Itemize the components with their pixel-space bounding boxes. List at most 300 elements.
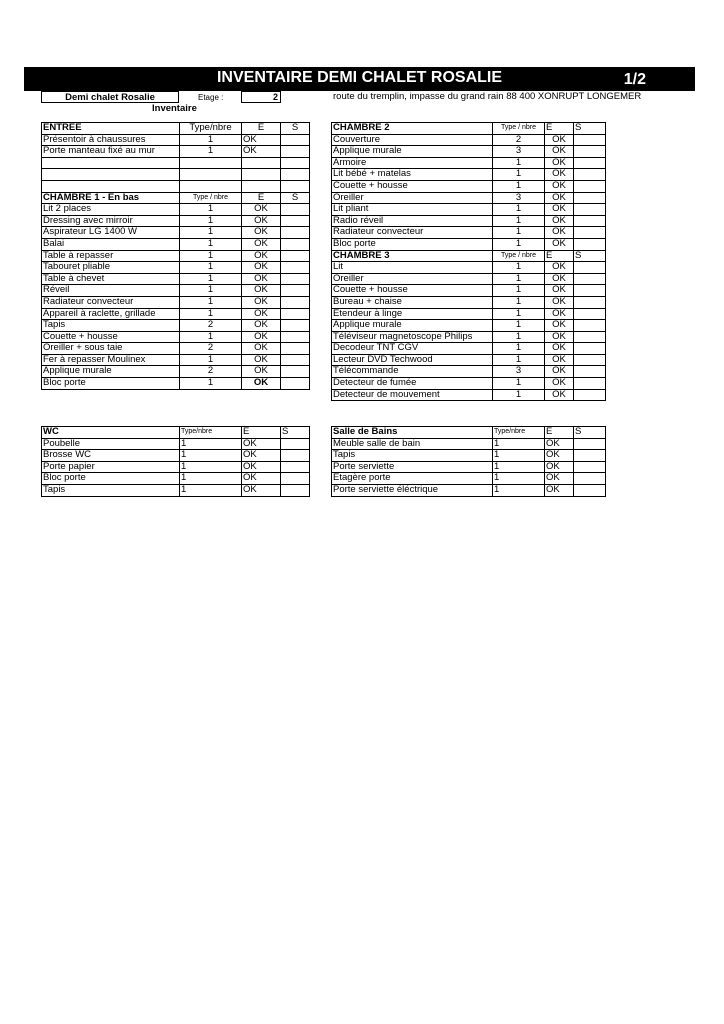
item-state-s (281, 354, 310, 366)
table-row (42, 366, 310, 378)
table-right (331, 122, 606, 401)
item-state-s (281, 308, 310, 320)
item-name: Armoire (332, 157, 493, 169)
item-state-s (281, 378, 310, 390)
table-row (332, 169, 606, 181)
item-quantity: 3 (493, 192, 545, 204)
item-name: Detecteur de fumée (332, 378, 493, 390)
item-state-s (281, 169, 310, 181)
table-row (42, 296, 310, 308)
item-state-e: OK (545, 227, 574, 239)
sdb-section (332, 427, 606, 497)
item-state-s (281, 285, 310, 297)
item-state-s (281, 262, 310, 274)
item-state-s (281, 320, 310, 332)
item-quantity: 1 (493, 450, 545, 462)
item-name: Balai (42, 238, 180, 250)
col-header-type: Type/nbre (180, 427, 242, 439)
item-state-e: OK (545, 215, 574, 227)
item-state-s (281, 146, 310, 158)
section-title: Salle de Bains (332, 427, 493, 439)
item-name: Etendeur à linge (332, 308, 493, 320)
col-header-s: S (574, 427, 606, 439)
item-quantity: 1 (493, 320, 545, 332)
item-quantity: 1 (493, 157, 545, 169)
item-quantity: 1 (493, 438, 545, 450)
item-name: Présentoir à chaussures (42, 134, 180, 146)
item-state-e: OK (545, 366, 574, 378)
section-title: WC (42, 427, 180, 439)
item-name (42, 180, 180, 192)
item-quantity: 1 (180, 204, 242, 216)
item-state-s (281, 180, 310, 192)
item-state-e: OK (242, 250, 281, 262)
table-row (332, 450, 606, 462)
table-row (42, 354, 310, 366)
table-row (332, 146, 606, 158)
item-state-s (574, 157, 606, 169)
item-quantity: 1 (493, 262, 545, 274)
item-name: Lit pliant (332, 204, 493, 216)
item-state-s (574, 320, 606, 332)
item-name: Couette + housse (332, 285, 493, 297)
table-row (42, 438, 310, 450)
item-quantity: 2 (180, 366, 242, 378)
item-state-s (574, 308, 606, 320)
item-name: Réveil (42, 285, 180, 297)
item-state-e: OK (242, 134, 281, 146)
item-name: Téléviseur magnetoscope Philips (332, 331, 493, 343)
section-title: CHAMBRE 3 (332, 250, 493, 262)
table-row (42, 262, 310, 274)
item-name: Radiateur convecteur (42, 296, 180, 308)
item-quantity: 1 (180, 285, 242, 297)
table-row (42, 320, 310, 332)
item-quantity: 1 (493, 331, 545, 343)
item-name: Radiateur convecteur (332, 227, 493, 239)
item-quantity: 1 (493, 238, 545, 250)
item-name: Detecteur de mouvement (332, 389, 493, 401)
table-row (42, 484, 310, 496)
chalet-name-box (41, 91, 179, 103)
col-header-type: Type/nbre (180, 123, 242, 135)
item-state-s (574, 331, 606, 343)
address: route du tremplin, impasse du grand rain 88 400 XONRUPT LONGEMER (333, 91, 642, 102)
item-state-e: OK (545, 204, 574, 216)
item-state-e: OK (545, 262, 574, 274)
col-header-type: Type / nbre (493, 123, 545, 135)
item-state-s (574, 473, 606, 485)
item-name: Tapis (332, 450, 493, 462)
item-state-e: OK (545, 308, 574, 320)
item-quantity: 1 (493, 285, 545, 297)
item-name: Lit (332, 262, 493, 274)
item-state-e: OK (545, 438, 574, 450)
item-name: Brosse WC (42, 450, 180, 462)
item-state-e: OK (545, 146, 574, 158)
col-header-e: E (242, 192, 281, 204)
item-name: Radio réveil (332, 215, 493, 227)
item-state-e: OK (545, 192, 574, 204)
table-row (332, 461, 606, 473)
item-state-e: OK (242, 273, 281, 285)
item-quantity: 1 (180, 450, 242, 462)
item-state-s (574, 273, 606, 285)
table-row (332, 204, 606, 216)
item-state-e: OK (242, 473, 281, 485)
item-name: Oreiller + sous taie (42, 343, 180, 355)
chalet-name: Demi chalet Rosalie (65, 92, 155, 103)
page-title: INVENTAIRE DEMI CHALET ROSALIE (216, 69, 503, 86)
col-header-type: Type/nbre (493, 427, 545, 439)
item-state-e: OK (545, 180, 574, 192)
item-name: Couette + housse (332, 180, 493, 192)
item-quantity: 1 (180, 296, 242, 308)
item-state-e: OK (545, 484, 574, 496)
item-state-s (574, 296, 606, 308)
item-quantity: 3 (493, 146, 545, 158)
item-state-e: OK (242, 378, 281, 390)
item-state-s (281, 250, 310, 262)
item-name: Porte manteau fixé au mur (42, 146, 180, 158)
table-row (42, 343, 310, 355)
table-row (332, 134, 606, 146)
item-quantity: 1 (180, 484, 242, 496)
item-state-e: OK (242, 227, 281, 239)
item-state-e: OK (242, 296, 281, 308)
item-state-e: OK (242, 354, 281, 366)
item-quantity: 1 (493, 169, 545, 181)
item-name: Bloc porte (332, 238, 493, 250)
item-name: Poubelle (42, 438, 180, 450)
chambre1-header-row (42, 192, 310, 204)
item-state-e: OK (242, 366, 281, 378)
col-header-e: E (545, 427, 574, 439)
section-title: CHAMBRE 2 (332, 123, 493, 135)
item-name: Lecteur DVD Techwood (332, 354, 493, 366)
table-row (42, 250, 310, 262)
table-left (41, 122, 310, 390)
item-name: Meuble salle de bain (332, 438, 493, 450)
item-state-s (281, 473, 310, 485)
item-state-s (574, 238, 606, 250)
entree-header-row (42, 123, 310, 135)
col-header-e: E (545, 250, 574, 262)
item-state-e: OK (545, 320, 574, 332)
item-state-e: OK (545, 169, 574, 181)
item-name: Porte serviette (332, 461, 493, 473)
item-state-s (281, 343, 310, 355)
item-name: Tapis (42, 320, 180, 332)
col-header-s: S (281, 192, 310, 204)
item-state-s (281, 204, 310, 216)
wc-section (42, 427, 310, 497)
item-state-e: OK (545, 238, 574, 250)
table-row (332, 262, 606, 274)
table-row (332, 192, 606, 204)
item-state-e: OK (545, 134, 574, 146)
table-row (332, 473, 606, 485)
item-state-s (281, 238, 310, 250)
item-state-s (574, 227, 606, 239)
item-state-e: OK (242, 438, 281, 450)
inventaire-subtitle: Inventaire (152, 103, 197, 114)
item-quantity: 1 (180, 250, 242, 262)
item-state-e: OK (545, 331, 574, 343)
item-name: Porte papier (42, 461, 180, 473)
table-row (42, 238, 310, 250)
table-row (332, 285, 606, 297)
item-state-e (242, 169, 281, 181)
table-row (42, 169, 310, 181)
item-quantity: 1 (493, 473, 545, 485)
col-header-type: Type / nbre (493, 250, 545, 262)
item-quantity: 1 (493, 378, 545, 390)
item-quantity: 1 (180, 473, 242, 485)
col-header-type: Type / nbre (180, 192, 242, 204)
item-state-s (574, 204, 606, 216)
table-row (42, 450, 310, 462)
item-name: Bloc porte (42, 378, 180, 390)
table-row (332, 320, 606, 332)
item-state-e: OK (242, 146, 281, 158)
item-state-s (281, 461, 310, 473)
item-quantity (180, 180, 242, 192)
item-quantity: 1 (493, 308, 545, 320)
item-state-e (242, 157, 281, 169)
item-quantity: 1 (493, 180, 545, 192)
item-quantity: 1 (180, 262, 242, 274)
item-name: Tabouret pliable (42, 262, 180, 274)
chambre2-header-row (332, 123, 606, 135)
item-name: Oreiller (332, 192, 493, 204)
item-state-s (281, 134, 310, 146)
item-quantity: 1 (180, 134, 242, 146)
item-name: Lit bébé + matelas (332, 169, 493, 181)
item-quantity: 1 (180, 354, 242, 366)
item-state-s (574, 262, 606, 274)
col-header-s: S (574, 123, 606, 135)
item-state-s (574, 366, 606, 378)
item-state-s (574, 215, 606, 227)
table-row (332, 215, 606, 227)
item-name: Couverture (332, 134, 493, 146)
item-state-s (574, 192, 606, 204)
table-row (332, 378, 606, 390)
item-quantity: 2 (180, 320, 242, 332)
item-state-e: OK (242, 331, 281, 343)
item-state-e: OK (545, 378, 574, 390)
item-quantity: 1 (180, 461, 242, 473)
item-state-s (281, 273, 310, 285)
item-state-e: OK (242, 238, 281, 250)
item-state-e: OK (242, 308, 281, 320)
table-sdb (331, 426, 606, 497)
item-state-e: OK (545, 450, 574, 462)
item-quantity: 1 (493, 273, 545, 285)
etage-value: 2 (272, 92, 278, 102)
item-state-s (574, 438, 606, 450)
item-name: Télécommande (332, 366, 493, 378)
item-state-s (281, 366, 310, 378)
item-state-e: OK (242, 484, 281, 496)
item-quantity (180, 169, 242, 181)
item-state-s (281, 438, 310, 450)
table-row (332, 238, 606, 250)
table-row (42, 473, 310, 485)
table-row (332, 343, 606, 355)
item-state-s (281, 450, 310, 462)
chambre3-section (332, 250, 606, 401)
item-state-e: OK (242, 262, 281, 274)
item-quantity: 1 (493, 343, 545, 355)
item-state-s (574, 461, 606, 473)
section-title: CHAMBRE 1 - En bas (42, 192, 180, 204)
item-quantity: 1 (493, 354, 545, 366)
item-state-e: OK (242, 320, 281, 332)
item-quantity: 1 (180, 238, 242, 250)
table-row (42, 308, 310, 320)
item-state-s (574, 354, 606, 366)
table-row (332, 331, 606, 343)
item-quantity: 1 (493, 484, 545, 496)
item-name: Fer à repasser Moulinex (42, 354, 180, 366)
chambre3-header-row (332, 250, 606, 262)
item-state-s (574, 285, 606, 297)
etage-label: Etage : (198, 93, 224, 102)
section-title: ENTREE (42, 123, 180, 135)
item-name (42, 169, 180, 181)
chambre2-section (332, 123, 606, 251)
item-state-e: OK (545, 343, 574, 355)
item-name: Table à repasser (42, 250, 180, 262)
item-state-s (574, 484, 606, 496)
item-state-e: OK (242, 450, 281, 462)
item-state-e: OK (242, 343, 281, 355)
item-name: Porte serviette éléctrique (332, 484, 493, 496)
table-row (42, 215, 310, 227)
item-name: Applique murale (42, 366, 180, 378)
item-state-s (281, 157, 310, 169)
col-header-e: E (545, 123, 574, 135)
table-row (42, 378, 310, 390)
item-name: Couette + housse (42, 331, 180, 343)
wc-header-row (42, 427, 310, 439)
item-state-s (281, 484, 310, 496)
item-state-s (281, 227, 310, 239)
item-state-e: OK (545, 285, 574, 297)
item-state-e (242, 180, 281, 192)
etage-box (241, 91, 281, 103)
table-row (332, 273, 606, 285)
table-row (332, 354, 606, 366)
col-header-s: S (574, 250, 606, 262)
item-quantity: 1 (180, 378, 242, 390)
item-quantity: 1 (180, 438, 242, 450)
item-name: Oreiller (332, 273, 493, 285)
item-name: Applique murale (332, 146, 493, 158)
item-quantity: 2 (180, 343, 242, 355)
item-name: Etagère porte (332, 473, 493, 485)
chambre1-section (42, 192, 310, 389)
item-name (42, 157, 180, 169)
table-row (42, 134, 310, 146)
item-state-s (574, 343, 606, 355)
table-row (332, 308, 606, 320)
item-state-e: OK (545, 461, 574, 473)
item-state-s (281, 215, 310, 227)
col-header-e: E (242, 427, 281, 439)
item-state-s (574, 169, 606, 181)
item-name: Aspirateur LG 1400 W (42, 227, 180, 239)
entree-section (42, 123, 310, 193)
item-state-e: OK (545, 389, 574, 401)
item-name: Applique murale (332, 320, 493, 332)
item-state-s (574, 134, 606, 146)
item-state-s (574, 450, 606, 462)
table-row (42, 227, 310, 239)
table-wc (41, 426, 310, 497)
item-state-s (574, 378, 606, 390)
page-number: 1/2 (623, 71, 646, 88)
item-quantity: 1 (493, 227, 545, 239)
item-quantity: 1 (493, 296, 545, 308)
item-quantity: 1 (180, 308, 242, 320)
table-row (332, 389, 606, 401)
item-name: Bloc porte (42, 473, 180, 485)
table-row (332, 157, 606, 169)
item-quantity: 1 (180, 215, 242, 227)
table-row (332, 180, 606, 192)
table-row (332, 366, 606, 378)
item-quantity: 1 (180, 146, 242, 158)
item-state-e: OK (242, 461, 281, 473)
item-state-e: OK (242, 204, 281, 216)
item-state-s (574, 180, 606, 192)
item-quantity: 3 (493, 366, 545, 378)
item-state-e: OK (242, 285, 281, 297)
table-row (42, 204, 310, 216)
item-state-s (574, 389, 606, 401)
table-row (332, 438, 606, 450)
sdb-header-row (332, 427, 606, 439)
item-state-e: OK (545, 473, 574, 485)
table-row (42, 273, 310, 285)
item-quantity: 1 (180, 227, 242, 239)
item-state-s (281, 296, 310, 308)
col-header-s: S (281, 123, 310, 135)
table-row (332, 484, 606, 496)
item-quantity: 1 (180, 331, 242, 343)
item-state-s (281, 331, 310, 343)
item-name: Tapis (42, 484, 180, 496)
title-banner (24, 67, 695, 91)
item-quantity: 1 (493, 461, 545, 473)
item-quantity: 1 (180, 273, 242, 285)
table-row (42, 285, 310, 297)
table-row (42, 146, 310, 158)
item-name: Table à chevet (42, 273, 180, 285)
item-quantity: 2 (493, 134, 545, 146)
table-row (42, 157, 310, 169)
item-name: Appareil à raclette, grillade (42, 308, 180, 320)
item-state-e: OK (242, 215, 281, 227)
item-state-e: OK (545, 157, 574, 169)
table-row (332, 227, 606, 239)
item-quantity: 1 (493, 389, 545, 401)
item-name: Lit 2 places (42, 204, 180, 216)
table-row (42, 180, 310, 192)
